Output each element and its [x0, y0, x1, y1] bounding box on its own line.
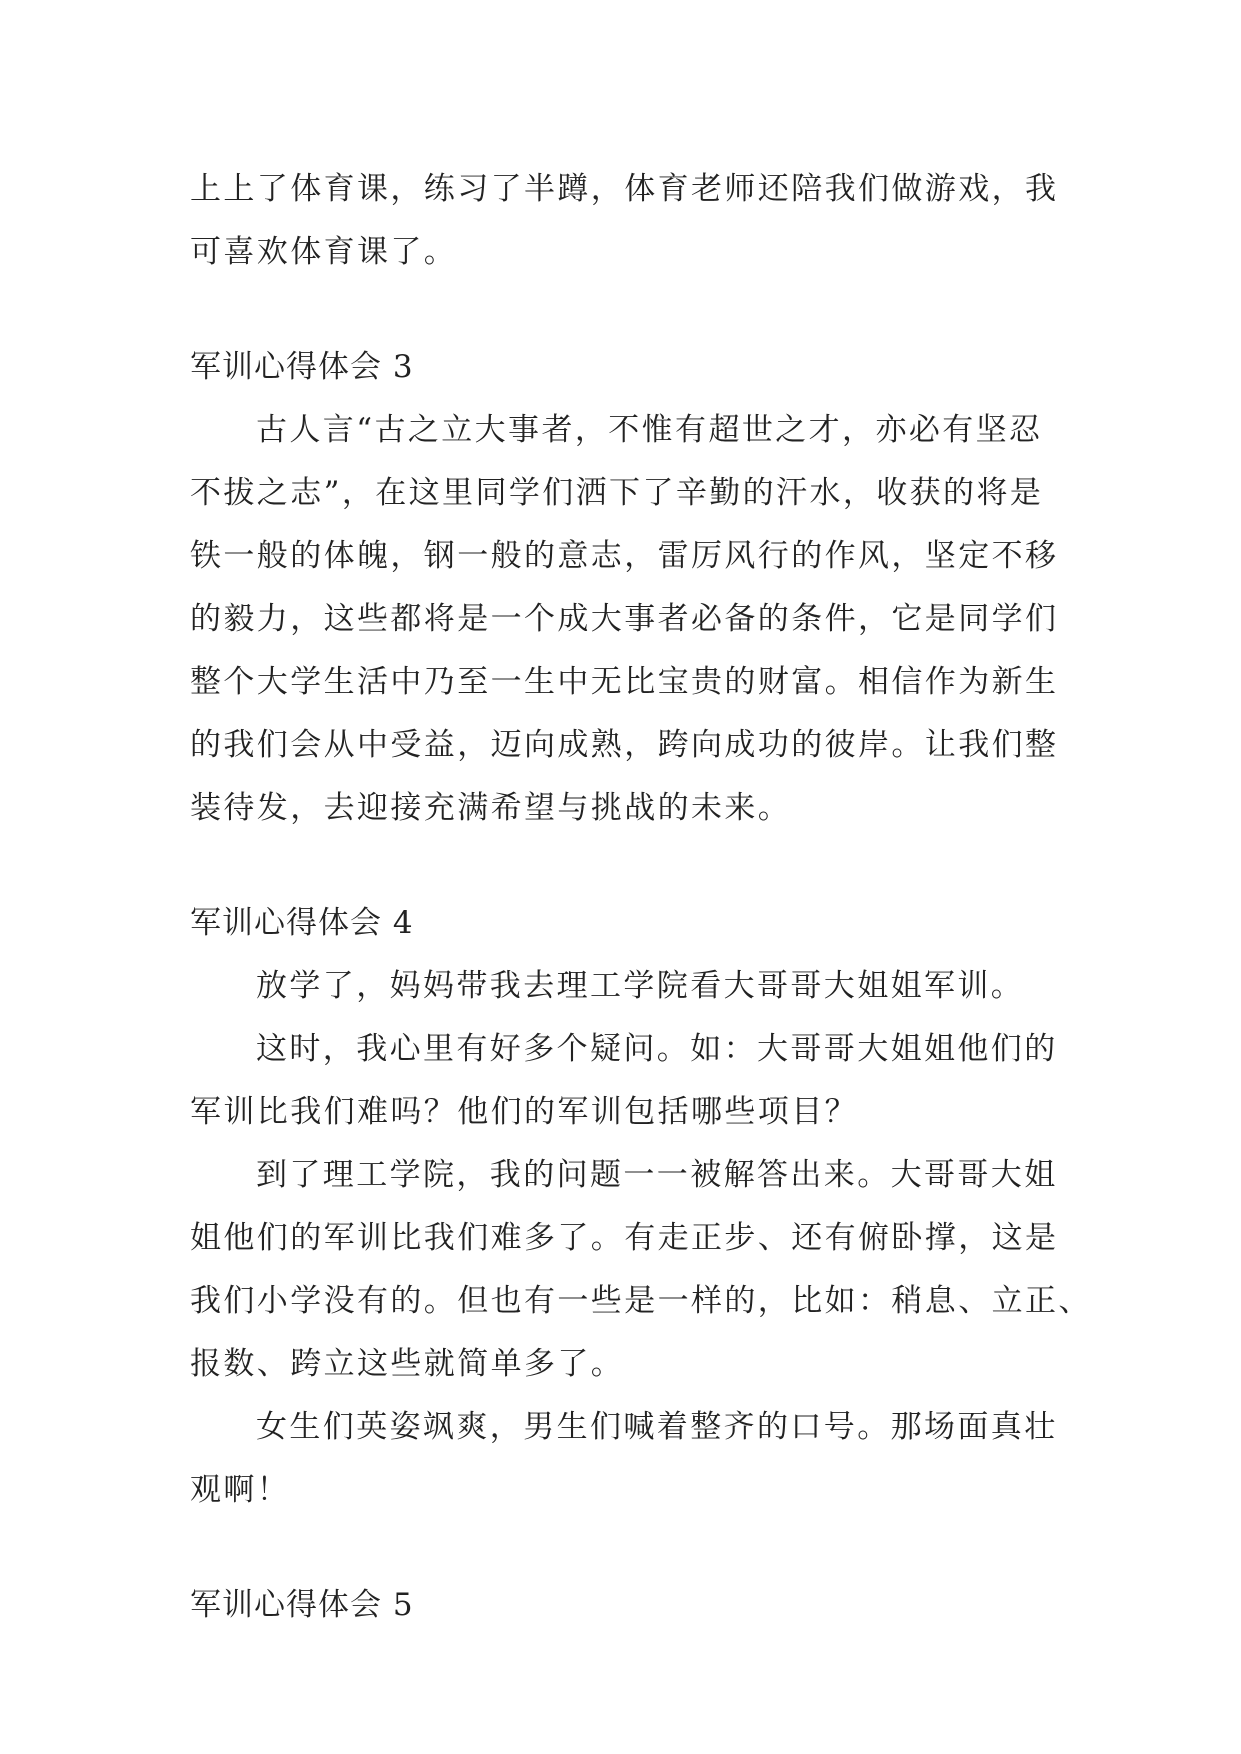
- paragraph-line: 装待发，去迎接充满希望与挑战的未来。: [190, 790, 792, 826]
- section-heading-4: 军训心得体会 4: [190, 905, 414, 941]
- section-gap: [190, 1522, 1050, 1574]
- paragraph-line: 到了理工学院，我的问题一一被解答出来。大哥哥大姐: [256, 1157, 1058, 1193]
- paragraph-line: 放学了，妈妈带我去理工学院看大哥哥大姐姐军训。: [256, 968, 1025, 1004]
- paragraph-line: 整个大学生活中乃至一生中无比宝贵的财富。相信作为新生: [190, 664, 1059, 700]
- paragraph-line: 古人言“古之立大事者，不惟有超世之才，亦必有坚忍: [256, 412, 1043, 448]
- document-body: [190, 158, 1092, 1637]
- paragraph-line: 的毅力，这些都将是一个成大事者必备的条件，它是同学们: [190, 601, 1059, 637]
- section-heading-3: 军训心得体会 3: [190, 349, 414, 385]
- section-gap: [190, 284, 1050, 336]
- paragraph-line: 报数、跨立这些就简单多了。: [190, 1346, 625, 1382]
- section-heading-5: 军训心得体会 5: [190, 1587, 414, 1623]
- section-gap: [190, 840, 1050, 892]
- paragraph-line: 女生们英姿飒爽，男生们喊着整齐的口号。那场面真壮: [256, 1409, 1058, 1445]
- paragraph-line: 铁一般的体魄，钢一般的意志，雷厉风行的作风，坚定不移: [190, 538, 1059, 574]
- paragraph-line: 上上了体育课，练习了半蹲，体育老师还陪我们做游戏，我: [190, 171, 1059, 207]
- paragraph-line: 姐他们的军训比我们难多了。有走正步、还有俯卧撑，这是: [190, 1220, 1059, 1256]
- paragraph-line: 军训比我们难吗？他们的军训包括哪些项目？: [190, 1094, 858, 1130]
- paragraph-line: 观啊！: [190, 1472, 291, 1508]
- paragraph-line: 这时，我心里有好多个疑问。如：大哥哥大姐姐他们的: [256, 1031, 1058, 1067]
- paragraph-line: 不拔之志”，在这里同学们洒下了辛勤的汗水，收获的将是: [190, 475, 1044, 511]
- paragraph-line: 我们小学没有的。但也有一些是一样的，比如：稍息、立正、: [190, 1283, 1092, 1319]
- paragraph-line: 可喜欢体育课了。: [190, 234, 458, 270]
- paragraph-line: 的我们会从中受益，迈向成熟，跨向成功的彼岸。让我们整: [190, 727, 1059, 763]
